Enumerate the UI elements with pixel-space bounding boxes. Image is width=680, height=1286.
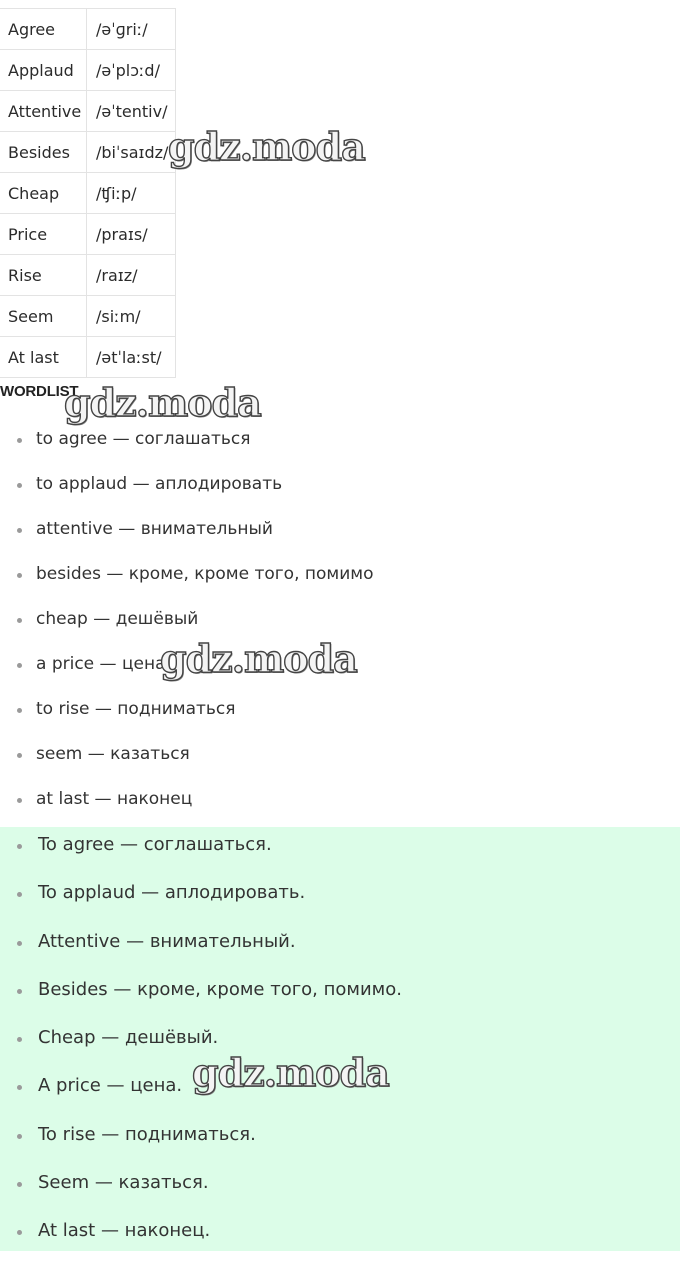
list-item: seem — казаться xyxy=(0,743,680,788)
watermark-logo: gdz.moda xyxy=(64,380,261,425)
wordlist xyxy=(0,428,680,833)
word-cell: Rise xyxy=(0,255,87,296)
list-item: a price — цена xyxy=(0,653,680,698)
table-row xyxy=(0,296,176,337)
word-cell: Attentive xyxy=(0,91,87,132)
watermark-logo: gdz.moda xyxy=(192,1050,389,1095)
table-row xyxy=(0,337,176,378)
word-cell: Agree xyxy=(0,9,87,50)
list-item: at last — наконец xyxy=(0,788,680,833)
list-item: to applaud — аплодировать xyxy=(0,473,680,518)
answer-item: A price — цена. xyxy=(0,1074,680,1122)
word-cell: Applaud xyxy=(0,50,87,91)
transcription-cell: /raɪz/ xyxy=(87,255,176,296)
transcription-cell: /əˈtentiv/ xyxy=(87,91,176,132)
table-row xyxy=(0,173,176,214)
transcription-cell: /praɪs/ xyxy=(87,214,176,255)
answer-item: At last — наконец. xyxy=(0,1219,680,1267)
table-row xyxy=(0,9,176,50)
word-cell: At last xyxy=(0,337,87,378)
word-cell: Cheap xyxy=(0,173,87,214)
transcription-cell: /ʧiːp/ xyxy=(87,173,176,214)
answer-item: To rise — подниматься. xyxy=(0,1123,680,1171)
answer-block xyxy=(0,827,680,1251)
wordlist-heading: WORDLIST xyxy=(0,383,79,400)
list-item: to agree — соглашаться xyxy=(0,428,680,473)
answer-item: To agree — соглашаться. xyxy=(0,833,680,881)
watermark-logo: gdz.moda xyxy=(160,636,357,681)
answer-list xyxy=(0,827,680,1268)
table-row xyxy=(0,214,176,255)
transcription-cell: /ətˈlaːst/ xyxy=(87,337,176,378)
answer-item: To applaud — аплодировать. xyxy=(0,881,680,929)
answer-item: Seem — казаться. xyxy=(0,1171,680,1219)
transcription-cell: /siːm/ xyxy=(87,296,176,337)
table-row xyxy=(0,132,176,173)
answer-item: Besides — кроме, кроме того, помимо. xyxy=(0,978,680,1026)
list-item: attentive — внимательный xyxy=(0,518,680,563)
vocabulary-table xyxy=(0,8,176,378)
word-cell: Seem xyxy=(0,296,87,337)
table-row xyxy=(0,50,176,91)
table-row xyxy=(0,91,176,132)
answer-item: Attentive — внимательный. xyxy=(0,930,680,978)
word-cell: Price xyxy=(0,214,87,255)
table-row xyxy=(0,255,176,296)
watermark-logo: gdz.moda xyxy=(168,124,365,169)
list-item: cheap — дешёвый xyxy=(0,608,680,653)
list-item: besides — кроме, кроме того, помимо xyxy=(0,563,680,608)
transcription-cell: /biˈsaɪdz/ xyxy=(87,132,176,173)
transcription-cell: /əˈɡriː/ xyxy=(87,9,176,50)
list-item: to rise — подниматься xyxy=(0,698,680,743)
word-cell: Besides xyxy=(0,132,87,173)
answer-item: Cheap — дешёвый. xyxy=(0,1026,680,1074)
transcription-cell: /əˈplɔːd/ xyxy=(87,50,176,91)
